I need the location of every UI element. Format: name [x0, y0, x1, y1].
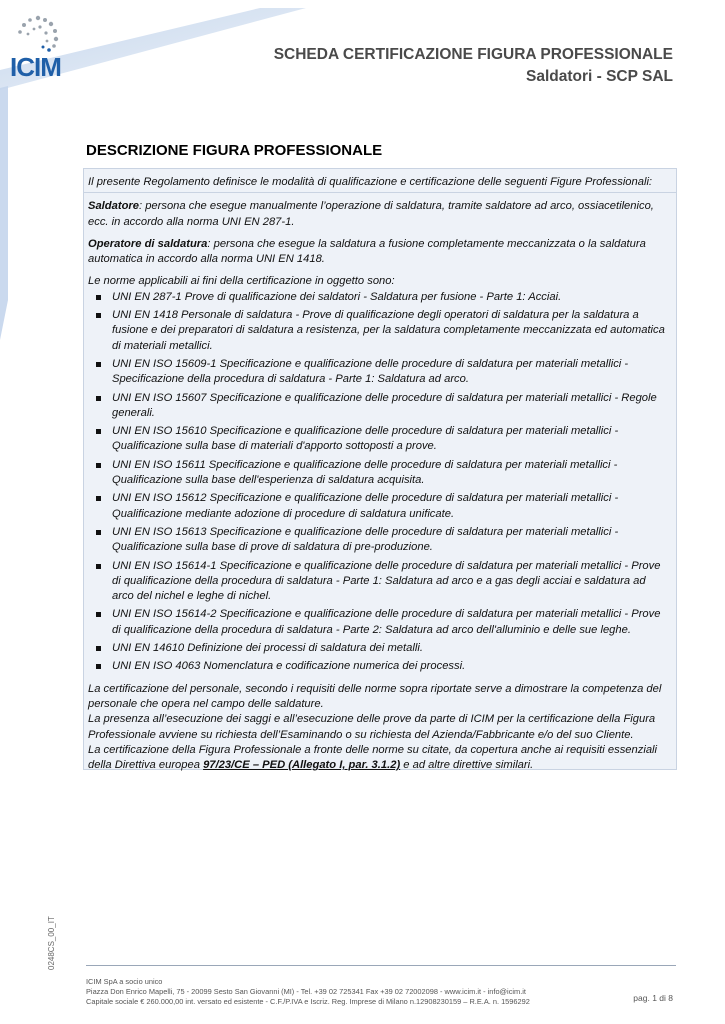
square-bullet-icon [96, 362, 101, 367]
list-item: UNI EN ISO 15614-1 Specificazione e qualificazione delle procedure di saldatura per materiali metallici - Prove di qualificazione della procedura di saldatura - Parte 1: Saldatura ad arco e a gas degli acciai e saldatura ad arco del nichel e leghe di nichel. [88, 559, 670, 605]
saldatore-term: Saldatore [88, 200, 139, 213]
square-bullet-icon [96, 564, 101, 569]
square-bullet-icon [96, 429, 101, 434]
footer-registration: Capitale sociale € 260.000,00 int. versato ed esistente - C.F./P.IVA e Iscriz. Reg. Imprese di Milano n.12908230159 – R.E.A. n. 1596292 [86, 997, 530, 1007]
square-bullet-icon [96, 463, 101, 468]
closing-paragraph: La certificazione della Figura Professionale a fronte delle norme su citate, da copertura anche ai requisiti essenziali della Direttiva europea 97/23/CE – PED (Allegato I, par. 3.1.2) e ad altre direttive similari. [88, 743, 658, 772]
list-item: UNI EN ISO 15611 Specificazione e qualificazione delle procedure di saldatura per materiali metallici - Qualificazione sulla base dell'esperienza di saldatura acquisita. [88, 458, 670, 489]
operatore-definition [88, 237, 670, 268]
saldatore-definition [88, 199, 670, 230]
square-bullet-icon [96, 646, 101, 651]
square-bullet-icon [96, 612, 101, 617]
square-bullet-icon [96, 664, 101, 669]
header-title: SCHEDA CERTIFICAZIONE FIGURA PROFESSIONALE [273, 46, 673, 63]
section-title: DESCRIZIONE FIGURA PROFESSIONALE [86, 142, 383, 159]
list-item: UNI EN 1418 Personale di saldatura - Prove di qualificazione degli operatori di saldatura per la saldatura a fusione e dei preparatori di saldatura a resistenza, per la saldatura completamente meccanizzata ed automatica di materiali metallici. [88, 308, 670, 354]
intro-text: Il presente Regolamento definisce le modalità di qualificazione e certificazione delle seguenti Figure Professionali: [84, 175, 676, 193]
operatore-term: Operatore di saldatura [88, 237, 208, 250]
list-item: UNI EN ISO 15609-1 Specificazione e qualificazione delle procedure di saldatura per materiali metallici - Specificazione della procedura di saldatura - Parte 1: Saldatura ad arco. [88, 357, 670, 388]
closing-paragraph: La presenza all’esecuzione dei saggi e all’esecuzione delle prove da parte di ICIM per la certificazione della Figura Professionale avviene su richiesta dell’Esaminando o su richiesta del Azienda/Fabbricante e/o del suo Cliente. [88, 713, 656, 741]
operatore-text: : persona che esegue la saldatura a fusione completamente meccanizzata o la saldatura automatica in accordo alla norma UNI EN 1418. [88, 237, 646, 266]
saldatore-text: : persona che esegue manualmente l’operazione di saldatura, tramite saldatore ad arco, ossiacetilenico, ecc. in accordo alla norma UNI EN 287-1. [88, 200, 654, 228]
icim-logo-text: ICIM [10, 52, 61, 82]
norms-list [88, 290, 670, 675]
square-bullet-icon [96, 496, 101, 501]
header-subtitle: Saldatori - SCP SAL [526, 68, 673, 85]
closing-paragraphs [88, 682, 670, 774]
document-header [274, 44, 673, 88]
document-code: 0248CS_00_IT [47, 916, 56, 970]
description-box [83, 168, 677, 770]
list-item: UNI EN 14610 Definizione dei processi di saldatura dei metalli. [88, 641, 670, 656]
list-item: UNI EN ISO 15607 Specificazione e qualificazione delle procedure di saldatura per materiali metallici - Regole generali. [88, 391, 670, 422]
footer-divider [86, 965, 676, 966]
list-item: UNI EN ISO 15610 Specificazione e qualificazione delle procedure di saldatura per materiali metallici - Qualificazione sulla base di materiali d'apporto sottoposti a prove. [88, 424, 670, 455]
square-bullet-icon [96, 396, 101, 401]
footer-address: Piazza Don Enrico Mapelli, 75 - 20099 Sesto San Giovanni (MI) - Tel. +39 02 725341 Fax +39 02 72002098 - www.icim.it - info@icim.it [86, 987, 526, 997]
list-item: UNI EN ISO 4063 Nomenclatura e codificazione numerica dei processi. [88, 659, 670, 674]
list-item: UNI EN ISO 15614-2 Specificazione e qualificazione delle procedure di saldatura per materiali metallici - Prove di qualificazione della procedura di saldatura - Parte 2: Saldatura ad arco dell'alluminio e delle sue leghe. [88, 607, 670, 638]
square-bullet-icon [96, 530, 101, 535]
directive-reference: 97/23/CE – PED (Allegato I, par. 3.1.2) [203, 759, 401, 772]
page-number: pag. 1 di 8 [633, 993, 673, 1003]
square-bullet-icon [96, 295, 101, 300]
list-item: UNI EN 287-1 Prove di qualificazione dei saldatori - Saldatura per fusione - Parte 1: Acciai. [88, 290, 670, 305]
footer-company: ICIM SpA a socio unico [86, 977, 163, 986]
list-item: UNI EN ISO 15612 Specificazione e qualificazione delle procedure di saldatura per materiali metallici - Qualificazione mediante adozione di procedure di saldatura unificate. [88, 491, 670, 522]
square-bullet-icon [96, 313, 101, 318]
footer [86, 977, 530, 1008]
norms-intro: Le norme applicabili ai fini della certificazione in oggetto sono: [88, 275, 395, 288]
closing-paragraph: La certificazione del personale, secondo i requisiti delle norme sopra riportate serve a dimostrare la competenza del personale che opera nel campo delle saldature. [88, 682, 662, 710]
list-item: UNI EN ISO 15613 Specificazione e qualificazione delle procedure di saldatura per materiali metallici - Qualificazione sulla base di prove di saldatura di pre-produzione. [88, 525, 670, 556]
